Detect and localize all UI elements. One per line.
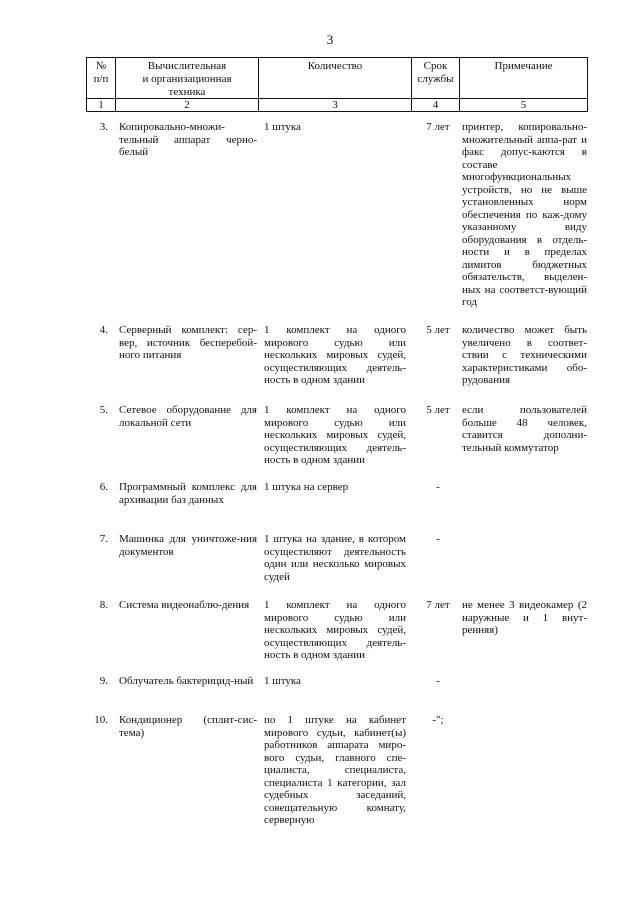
column-number: 4: [432, 99, 439, 111]
row-index: 7.: [99, 533, 108, 545]
row-term: -: [436, 533, 440, 545]
row-index: 3.: [99, 121, 108, 133]
column-number: 1: [98, 99, 104, 111]
header-equipment: Вычислительная и организационная техника: [142, 60, 232, 98]
row-index: 6.: [99, 481, 108, 493]
row-note: количество может быть увеличено в соответ-ствии с техническими характеристиками обо-рудования: [462, 324, 587, 386]
row-index: 10.: [94, 714, 108, 726]
row-term: 5 лет: [426, 404, 450, 416]
row-equipment: Серверный комплект: сер-вер, источник бесперебой-ного питания: [119, 324, 257, 361]
row-term: -: [436, 675, 440, 687]
row-note: принтер, копировально-множительный аппа-рат и факс допус-каются в составе многофункциональных устройств, но не выше установленных норм обеспечения по каж-дому указанному виду оборудования в отдель-ности и в пределах лимитов бюджетных обязательств, выделен-ных на соответст-вующий год: [462, 121, 587, 308]
row-quantity: 1 штука на сервер: [264, 481, 349, 493]
column-number: 5: [520, 99, 527, 111]
row-quantity: 1 штука на здание, в котором осуществляют деятельность один или несколько мировых судей: [264, 533, 406, 583]
row-index: 9.: [99, 675, 108, 687]
row-term: -";: [432, 714, 444, 726]
row-index: 4.: [99, 324, 108, 336]
row-term: -: [436, 481, 440, 493]
row-term: 5 лет: [426, 324, 450, 336]
row-equipment: Сетевое оборудование для локальной сети: [119, 404, 257, 429]
column-number: 3: [332, 99, 338, 111]
row-note: если пользователей больше 48 человек, ставится дополни-тельный коммутатор: [462, 404, 587, 454]
header-note: Примечание: [494, 60, 553, 72]
row-quantity: 1 штука: [264, 121, 301, 133]
row-index: 5.: [99, 404, 108, 416]
numbers-bottom-border: [86, 111, 587, 112]
row-equipment: Облучатель бактерицид-ный: [119, 675, 254, 687]
row-term: 7 лет: [426, 121, 450, 133]
page-number: 3: [326, 32, 334, 47]
row-quantity: 1 комплект на одного мирового судью или нескольких мировых судей, осуществляющих деятель-ность в одном здании: [264, 404, 406, 466]
table-top-border: [86, 57, 587, 58]
row-equipment: Машинка для уничтоже-ния документов: [119, 533, 257, 558]
header-number: № п/п: [93, 60, 109, 85]
column-divider: [587, 57, 588, 112]
row-quantity: 1 комплект на одного мирового судью или нескольких мировых судей, осуществляющих деятель-ность в одном здании: [264, 599, 406, 661]
header-quantity: Количество: [307, 60, 363, 72]
row-term: 7 лет: [426, 599, 450, 611]
header-term: Срок службы: [417, 60, 454, 85]
row-note: не менее 3 видеокамер (2 наружные и 1 внут-ренняя): [462, 599, 587, 636]
row-quantity: по 1 штуке на кабинет мирового судьи, кабинет(ы) работников аппарата миро-вого судьи, главного спе-циалиста, специалиста, специалиста 1 категории, зал судебных заседаний, совещательную комнату, серверную: [264, 714, 406, 826]
row-quantity: 1 штука: [264, 675, 301, 687]
row-quantity: 1 комплект на одного мирового судью или нескольких мировых судей, осуществляющих деятель-ность в одном здании: [264, 324, 406, 386]
row-equipment: Кондиционер (сплит-сис-тема): [119, 714, 257, 739]
row-index: 8.: [99, 599, 108, 611]
row-equipment: Копировально-множи-тельный аппарат черно-белый: [119, 121, 257, 158]
row-equipment: Система видеонаблю-дения: [119, 599, 250, 611]
column-number: 2: [184, 99, 190, 111]
row-equipment: Программный комплекс для архивации баз данных: [119, 481, 257, 506]
